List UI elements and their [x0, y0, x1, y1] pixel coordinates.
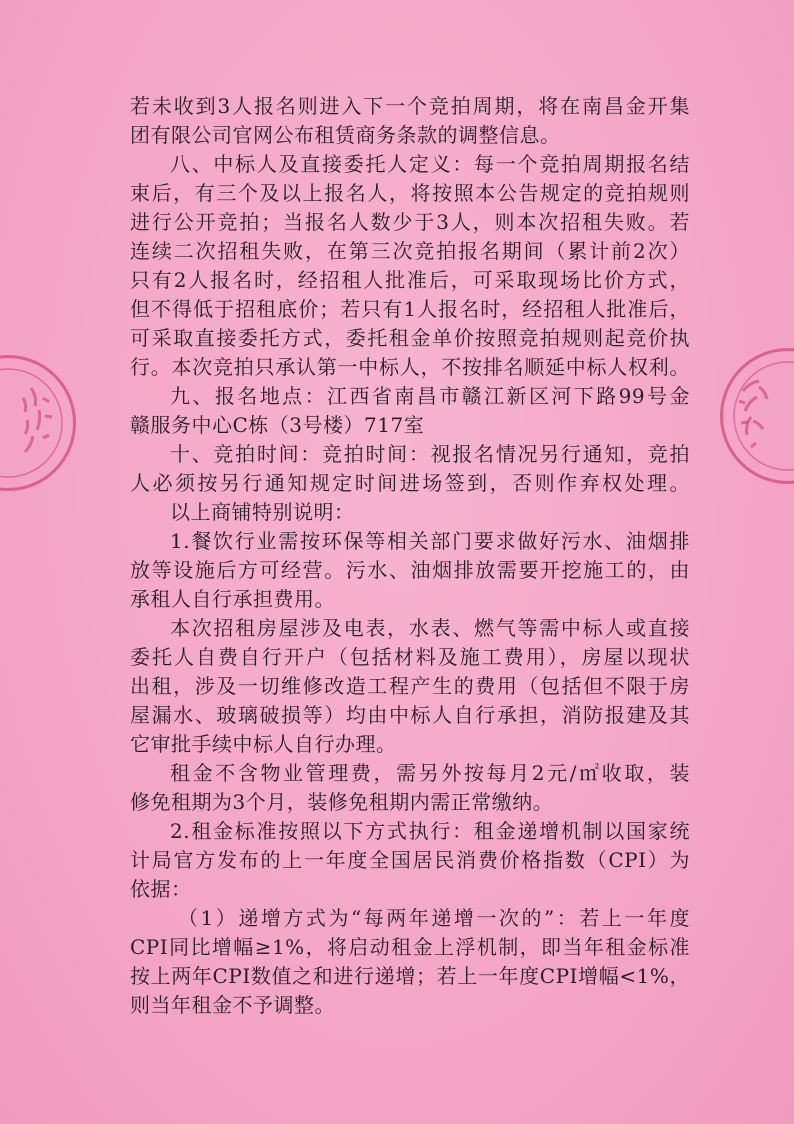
text-line: 放等设施后方可经营。污水、油烟排放需要开挖施工的，由	[130, 558, 690, 582]
text-line: 人必须按另行通知规定时间进场签到，否则作弃权处理。	[130, 471, 690, 495]
paragraph-start-line: 租金不含物业管理费，需另外按每月2元/㎡收取，装	[170, 761, 690, 785]
text-line: 承租人自行承担费用。	[130, 587, 335, 611]
red-seal-right	[720, 348, 794, 484]
text-line: 则当年租金不予调整。	[130, 993, 335, 1017]
special-notes-heading: 以上商铺特别说明：	[170, 500, 355, 524]
red-seal-left	[0, 355, 76, 491]
text-line: 修免租期为3个月，装修免租期内需正常缴纳。	[130, 790, 554, 814]
text-line: 依据：	[130, 877, 192, 901]
seal-right-graphic	[723, 351, 794, 481]
section-8-heading-line: 八、中标人及直接委托人定义：每一个竞拍周期报名结	[170, 152, 690, 176]
note-2-line: 2.租金标准按照以下方式执行：租金递增机制以国家统	[170, 819, 690, 843]
section-9-heading-line: 九、报名地点：江西省南昌市赣江新区河下路99号金	[170, 384, 690, 408]
text-line: 进行公开竞拍；当报名人数少于3人，则本次招租失败。若	[130, 210, 690, 234]
text-line: 按上两年CPI数值之和进行递增；若上一年度CPI增幅<1%，	[130, 964, 690, 988]
text-line: 团有限公司官网公布租赁商务条款的调整信息。	[130, 123, 561, 147]
text-line: 它审批手续中标人自行办理。	[130, 732, 397, 756]
text-line: 委托人自费自行开户（包括材料及施工费用），房屋以现状	[130, 645, 690, 669]
note-1-line: 1.餐饮行业需按环保等相关部门要求做好污水、油烟排	[170, 529, 690, 553]
text-line: 但不得低于招租底价；若只有1人报名时，经招租人批准后，	[130, 297, 690, 321]
section-10-heading-line: 十、竞拍时间：竞拍时间：视报名情况另行通知，竞拍	[170, 442, 690, 466]
text-line: 若未收到3人报名则进入下一个竞拍周期，将在南昌金开集	[130, 94, 690, 118]
text-line: 只有2人报名时，经招租人批准后，可采取现场比价方式，	[130, 268, 690, 292]
text-line: 出租，涉及一切维修改造工程产生的费用（包括但不限于房	[130, 674, 690, 698]
text-line: 可采取直接委托方式，委托租金单价按照竞拍规则起竞价执	[130, 326, 690, 350]
text-line: 屋漏水、玻璃破损等）均由中标人自行承担，消防报建及其	[130, 703, 690, 727]
text-line: 赣服务中心C栋（3号楼）717室	[130, 413, 425, 437]
document-body	[130, 92, 690, 1020]
paragraph-start-line: 本次招租房屋涉及电表，水表、燃气等需中标人或直接	[170, 616, 690, 640]
text-line: 束后，有三个及以上报名人，将按照本公告规定的竞拍规则	[130, 181, 690, 205]
seal-left-graphic	[0, 358, 73, 488]
text-line: 计局官方发布的上一年度全国居民消费价格指数（CPI）为	[130, 848, 690, 872]
text-line: CPI同比增幅≥1%，将启动租金上浮机制，即当年租金标准	[130, 935, 690, 959]
text-line: 连续二次招租失败，在第三次竞拍报名期间（累计前2次）	[130, 239, 690, 263]
rule-1-line: （1）递增方式为“每两年递增一次的”：若上一年度	[178, 906, 690, 930]
text-line: 行。本次竞拍只承认第一中标人，不按排名顺延中标人权利。	[130, 355, 690, 379]
